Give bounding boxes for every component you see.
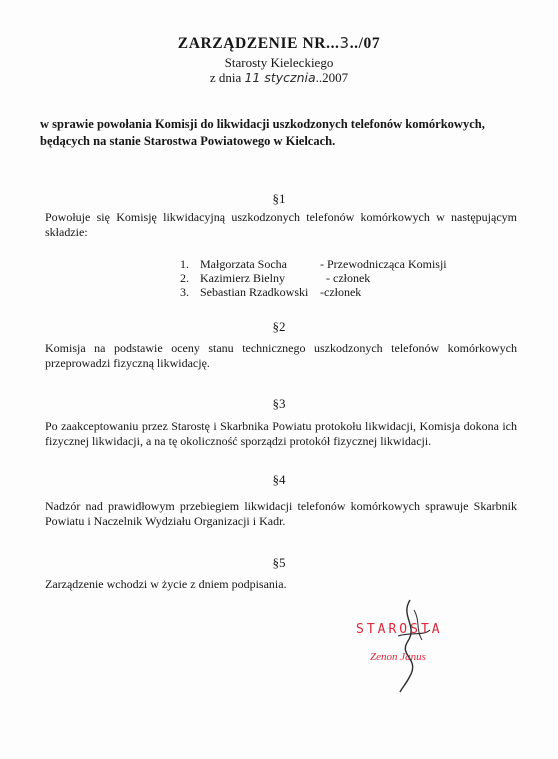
official-stamp-name: Zenon Janus (370, 651, 426, 663)
member-number: 2. (180, 271, 189, 285)
section-3-text: Po zaakceptowaniu przez Starostę i Skarbnika Powiatu protokołu likwidacji, Komisja dokona ich fizycznej likwidacji, a na tę okoliczność sporządzi protokół fizycznej likwidacji. (45, 419, 517, 448)
title-suffix: ../07 (349, 35, 381, 52)
member-row (180, 257, 447, 271)
section-1-heading: §1 (272, 191, 286, 206)
date-handwritten: 11 stycznia (244, 70, 316, 85)
handwritten-signature (380, 596, 440, 696)
section-2-heading: §2 (272, 319, 286, 334)
member-number: 3. (180, 285, 189, 299)
member-name: Sebastian Rzadkowski (200, 285, 309, 299)
title-number-handwritten: 3 (339, 34, 350, 52)
section-3-heading: §3 (272, 396, 286, 411)
section-1-text: Powołuje się Komisję likwidacyjną uszkodzonych telefonów komórkowych w następującym składzie: (45, 210, 517, 239)
date-prefix: z dnia (209, 70, 242, 85)
document-title (0, 34, 558, 53)
date-suffix: ..2007 (315, 70, 349, 85)
date-line (0, 70, 558, 86)
member-role: - Przewodnicząca Komisji (320, 257, 447, 271)
member-role: - członek (326, 271, 371, 285)
section-5-text: Zarządzenie wchodzi w życie z dniem podpisania. (45, 577, 287, 591)
member-number: 1. (180, 257, 189, 271)
title-prefix: ZARZĄDZENIE NR... (177, 35, 340, 52)
section-4-heading: §4 (272, 472, 286, 487)
member-role: -członek (320, 285, 362, 299)
issuer: Starosty Kieleckiego (224, 55, 334, 70)
member-name: Kazimierz Bielny (200, 271, 285, 285)
section-4-text: Nadzór nad prawidłowym przebiegiem likwidacji telefonów komórkowych sprawuje Skarbnik Powiatu i Naczelnik Wydziału Organizacji i Kadr. (45, 499, 517, 528)
section-2-text: Komisja na podstawie oceny stanu technicznego uszkodzonych telefonów komórkowych przeprowadzi fizyczną likwidację. (45, 341, 517, 370)
member-row (180, 271, 447, 285)
official-stamp-title: STAROSTA (356, 622, 443, 637)
section-5-heading: §5 (272, 555, 286, 570)
committee-members-list (180, 257, 447, 299)
member-name: Małgorzata Socha (200, 257, 287, 271)
member-row (180, 285, 447, 299)
document-subject: w sprawie powołania Komisji do likwidacji uszkodzonych telefonów komórkowych, będących na stanie Starostwa Powiatowego w Kielcach. (40, 117, 485, 148)
